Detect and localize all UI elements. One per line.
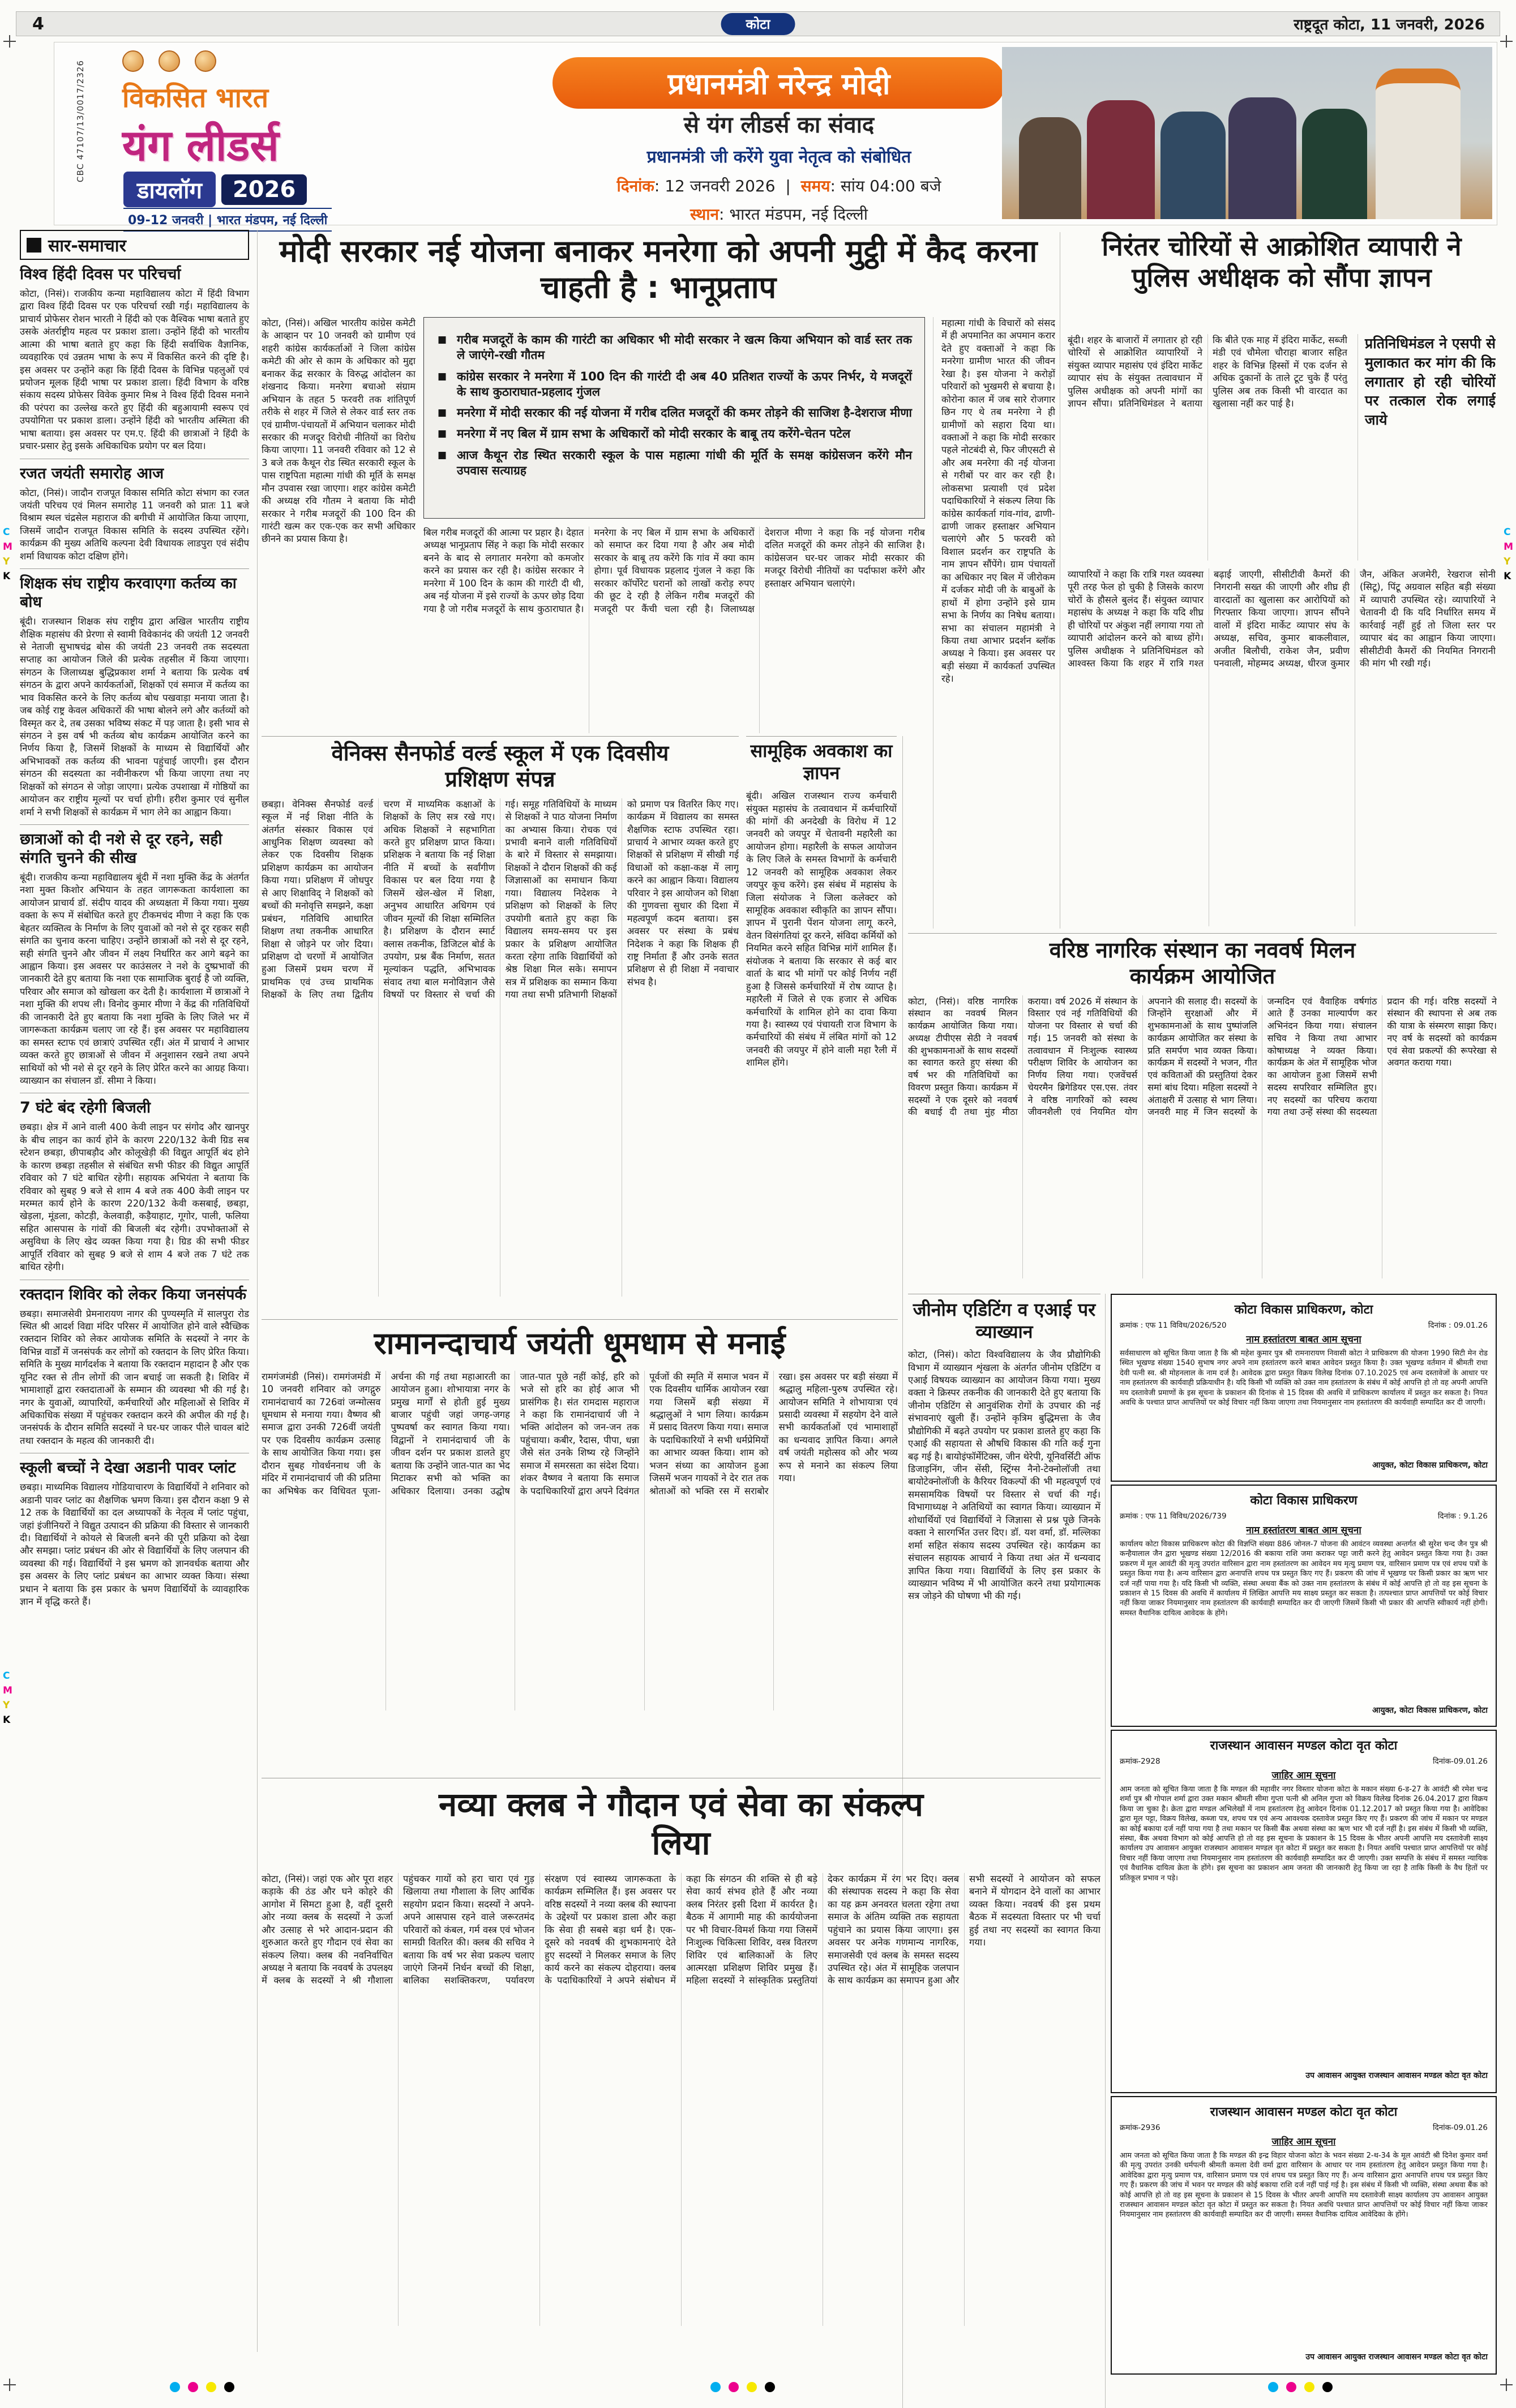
- article-body: कोटा, (निसं)। जहां एक ओर पूरा शहर कड़ाके की ठंड और घने कोहरे की आगोश में सिमटा हुआ है, वहीं दूसरी ओर नव्या क्लब के सदस्यों ने ऊर्जा और उत्साह से भरे आदान-प्रदान की शुरुआत करते हुए गौदान एवं सेवा का संकल्प लिया। क्लब की नवनिर्वाचित अध्यक्ष ने बताया कि नववर्ष के उपलक्ष्य में क्लब के सदस्यों ने श्री गौशाला पहुंचकर गायों को हरा चारा एवं गुड़ खिलाया तथा गौशाला के लिए आर्थिक सहयोग प्रदान किया। सदस्यों ने अपने-अपने आसपास रहने वाले जरूरतमंद परिवारों को कंबल, गर्म वस्त्र एवं भोजन सामग्री वितरित की। क्लब की सचिव ने बताया कि वर्ष भर सेवा प्रकल्प चलाए जाएंगे जिनमें निर्धन बच्चों की शिक्षा, बालिका सशक्तिकरण, पर्यावरण संरक्षण एवं स्वास्थ्य जागरूकता के कार्यक्रम सम्मिलित हैं। इस अवसर पर वरिष्ठ सदस्यों ने नव्या क्लब की स्थापना के उद्देश्यों पर प्रकाश डाला और कहा कि सेवा ही सबसे बड़ा धर्म है। एक-दूसरे को नववर्ष की शुभकामनाएं देते हुए सदस्यों ने मिलकर समाज के लिए कार्य करने का संकल्प दोहराया। क्लब के पदाधिकारियों ने अपने संबोधन में कहा कि संगठन की शक्ति से ही बड़े सेवा कार्य संभव होते हैं और नव्या क्लब निरंतर इसी दिशा में कार्यरत है। बैठक में आगामी माह की कार्ययोजना पर भी विचार-विमर्श किया गया जिसमें निःशुल्क चिकित्सा शिविर, वस्त्र वितरण शिविर एवं बालिकाओं के लिए आत्मरक्षा प्रशिक्षण शिविर प्रमुख हैं। महिला सदस्यों ने सांस्कृतिक प्रस्तुतियां देकर कार्यक्रम में रंग भर दिए। क्लब की संस्थापक सदस्य ने कहा कि सेवा का यह क्रम अनवरत चलता रहेगा तथा समाज के अंतिम व्यक्ति तक सहायता पहुंचाने का प्रयास किया जाएगा। इस अवसर पर अनेक गणमान्य नागरिक, समाजसेवी एवं क्लब के समस्त सदस्य उपस्थित रहे। अंत में सामूहिक जलपान के साथ कार्यक्रम का समापन हुआ और सभी सदस्यों ने आयोजन को सफल बनाने में योगदान देने वालों का आभार व्यक्त किया। नववर्ष की इस प्रथम बैठक में सदस्यता विस्तार पर भी चर्चा हुई तथा नए सदस्यों का स्वागत किया गया।: [262, 1873, 1100, 1986]
- article-body: कोटा, (निसं)। कोटा विश्वविद्यालय के जैव प्रौद्योगिकी विभाग में व्याख्यान शृंखला के अंतर्गत जीनोम एडिटिंग व एआई विषयक व्याख्यान का आयोजन किया गया। मुख्य वक्ता ने क्रिस्पर तकनीक की जानकारी देते हुए बताया कि जीनोम एडिटिंग से आनुवंशिक रोगों के उपचार की नई संभावनाएं खुली हैं। उन्होंने कृत्रिम बुद्धिमत्ता के जैव प्रौद्योगिकी में बढ़ते उपयोग पर प्रकाश डालते हुए कहा कि एआई की सहायता से औषधि विकास की गति कई गुना बढ़ गई है। बायोइंफॉर्मेटिक्स, जीन थेरेपी, यूनिवर्सिटी ऑफ डिजाइनिंग, जीन सेंसी, स्ट्रिंग्स नैनो-टेक्नोलॉजी तथा बायोटेक्नोलॉजी के कैरियर विकल्पों की भी महत्वपूर्ण एवं समसामयिक विषयों पर विस्तार से चर्चा की गई। विभागाध्यक्ष ने अतिथियों का स्वागत किया। व्याख्यान में शोधार्थियों एवं विद्यार्थियों ने जिज्ञासा से प्रश्न पूछे जिनके वक्ता ने सारगर्भित उत्तर दिए। डॉ. यश वर्मा, डॉ. मल्लिका शर्मा सहित संकाय सदस्य उपस्थित रहे। कार्यक्रम का संचालन सहायक आचार्य ने किया तथा अंत में धन्यवाद ज्ञापित किया गया। विद्यार्थियों के लिए इस प्रकार के व्याख्यान भविष्य में भी आयोजित करने तथा प्रयोगात्मक सत्र जोड़ने की घोषणा भी की गई।: [908, 1349, 1100, 1602]
- notice-subject: नाम हस्तांतरण बाबत आम सूचना: [1246, 1525, 1361, 1536]
- cmyk-y: Y: [3, 1700, 10, 1711]
- notice-subject: जाहिर आम सूचना: [1271, 2136, 1336, 2148]
- notice-date: दिनांक-09.01.26: [1432, 2123, 1488, 2132]
- cmyk-c: C: [3, 1670, 10, 1682]
- article-body-right: महात्मा गांधी के विचारों को संसद में ही अपमानित का अपमान करार देते हुए वक्ताओं ने कहा कि मनरेगा ग्रामीण भारत की जीवन रेखा है। इस योजना ने करोड़ों परिवारों को भुखमरी से बचाया है। कोरोना काल में जब सारे रोजगार छिन गए थे तब मनरेगा ने ही ग्रामीणों को सहारा दिया था। वक्ताओं ने कहा कि मोदी सरकार पहले नोटबंदी से, फिर जीएसटी से और अब मनरेगा की नई योजना से गरीबों पर वार कर रही है। लोकसभा प्रत्याशी एवं प्रदेश पदाधिकारियों ने संकल्प लिया कि कांग्रेस कार्यकर्ता गांव-गांव, ढाणी-ढाणी जाकर हस्ताक्षर अभियान चलाएंगे और 5 फरवरी को विशाल प्रदर्शन कर राष्ट्रपति के नाम ज्ञापन सौंपेंगे। ग्राम पंचायतों का अधिकार नए बिल में जीरोकम में दर्जकर मोदी जी के बाबुओं के हाथों में होगा उन्होंने इसे ग्राम सभा के निर्णय का निषेध बताया। सभा का संचालन महामंत्री ने किया तथा आभार प्रदर्शन ब्लॉक अध्यक्ष ने किया। इस अवसर पर बड़ी संख्या में कार्यकर्ता उपस्थित रहे।: [933, 317, 1055, 929]
- photo-person: [1019, 117, 1081, 219]
- notice-body: सर्वसाधारण को सूचित किया जाता है कि श्री महेश कुमार पुत्र श्री रामनारायण निवासी कोटा ने प्राधिकरण की योजना 1990 सिटी मेन रोड स्थित भूखण्ड संख्या 1540 सुभाष नगर अपने नाम हस्तांतरण करने बाबत आवेदन प्रस्तुत किया है। उक्त भूखण्ड वर्तमान में श्रीमती राधा देवी पत्नी स्व. श्री मोहनलाल के नाम दर्ज है। आवेदक द्वारा प्रस्तुत विक्रय विलेख दिनांक 07.10.2025 एवं अन्य दस्तावेजों के आधार पर नाम हस्तांतरण की कार्यवाही प्रक्रियाधीन है। यदि किसी भी व्यक्ति को उक्त नाम हस्तांतरण के संबंध में कोई आपत्ति हो तो वह अपनी आपत्ति मय दस्तावेजी प्रमाणों के इस सूचना के प्रकाशन की दिनांक से 15 दिवस की अवधि में प्राधिकरण कार्यालय में प्रस्तुत कर सकता है। नियत अवधि के पश्चात प्राप्त आपत्तियों पर कोई विचार नहीं किया जाएगा तथा नियमानुसार नाम हस्तांतरण की कार्यवाही सम्पादित कर दी जाएगी।: [1120, 1349, 1488, 1408]
- highlight-item: ■ मनरेगा में नए बिल में ग्राम सभा के अधिकारों को मोदी सरकार के बाबू तय करेंगे-चेतन पटेल: [436, 426, 912, 442]
- brief-body: छबड़ा। क्षेत्र में आने वाली 400 केवी लाइन पर संगोद और खानपुर के बीच लाइन का कार्य होने के कारण 220/132 केवी ग्रिड सब स्टेशन छबड़ा, छीपाबड़ौद और कोलूखेड़ी की विद्युत आपूर्ति बंद होने के कारण छबड़ा तहसील से संबंधित सभी फीडर की विद्युत आपूर्ति रविवार को 7 घंटे बाधित रहेगी। सहायक अभियंता ने बताया कि रविवार को सुबह 9 बजे से शाम 4 बजे तक 400 केवी लाइन पर मरम्मत कार्य होने के कारण 220/132 केवी कसबाई, छबड़ा, खेड़ला, मूंडला, कोटड़ी, केलवाड़ी, कड़ैयाहाट, गूगोर, पाली, फलिया सहित आसपास के गांवों की बिजली बंद रहेगी। उपभोक्ताओं से असुविधा के लिए खेद व्यक्त किया गया है। ग्रिड की सभी फीडर आपूर्ति रविवार को सुबह 9 बजे से शाम 4 बजे तक 7 घंटे तक बाधित रहेगी।: [20, 1122, 249, 1273]
- ad-dialog-row: [123, 172, 307, 207]
- cmyk-marks-left-2: [3, 1670, 12, 1726]
- notice-signature: उप आवासन आयुक्त राजस्थान आवासन मण्डल कोटा वृत कोटा: [1305, 2071, 1488, 2080]
- ad-date-label: दिनांक: [616, 177, 654, 195]
- section-header: [20, 230, 249, 260]
- article-headline: मोदी सरकार नई योजना बनाकर मनरेगा को अपनी मुट्ठी में कैद करना चाहती है : भानूप्रताप: [279, 233, 1038, 305]
- notice-serial: क्रमांक-2936: [1120, 2123, 1160, 2132]
- ad-venue-value: : भारत मंडपम, नई दिल्ली: [719, 205, 868, 224]
- registration-dots: [1268, 2382, 1333, 2392]
- brief-body: छबड़ा। माध्यमिक विद्यालय गोडियाचारण के विद्यार्थियों ने शनिवार को अडानी पावर प्लांट का शैक्षणिक भ्रमण किया। इस दौरान कक्षा 9 से 12 तक के विद्यार्थियों का दल अध्यापकों के नेतृत्व में प्लांट पहुंचा, जहां इंजीनियरों ने विद्युत उत्पादन की प्रक्रिया की विस्तार से जानकारी दी। विद्यार्थियों ने कोयले से बिजली बनने की पूरी प्रक्रिया को देखा और समझा। प्लांट प्रबंधन की ओर से विद्यार्थियों के लिए जलपान की व्यवस्था की गई। विद्यार्थियों ने इस भ्रमण को ज्ञानवर्धक बताया और इस अवसर के लिए प्लांट प्रबंधन का आभार व्यक्त किया। संस्था प्रधान ने बताया कि इस प्रकार के भ्रमण विद्यार्थियों के व्यावहारिक ज्ञान में वृद्धि करते हैं।: [20, 1482, 249, 1607]
- photo-person: [1087, 100, 1155, 219]
- registration-dots: [170, 2382, 234, 2392]
- column-rule: [1105, 1294, 1106, 2408]
- article-body: बूंदी। अखिल राजस्थान राज्य कर्मचारी संयुक्त महासंघ के तत्वावधान में कर्मचारियों की मांगों की अनदेखी के विरोध में 12 जनवरी को जयपुर में चेतावनी महारैली का आयोजन होगा। महारैली के सफल आयोजन के लिए जिले के समस्त विभागों के कर्मचारी 12 जनवरी को सामूहिक अवकाश लेकर जयपुर कूच करेंगे। इस संबंध में महासंघ के जिला संयोजक ने जिला कलेक्टर को सामूहिक अवकाश स्वीकृति का ज्ञापन सौंपा। ज्ञापन में पुरानी पेंशन योजना लागू करने, वेतन विसंगतियां दूर करने, संविदा कर्मियों को नियमित करने सहित विभिन्न मांगें शामिल हैं। संयोजक ने बताया कि सरकार से कई बार वार्ता के बाद भी मांगों पर कोई निर्णय नहीं हुआ है जिससे कर्मचारियों में रोष व्याप्त है। महारैली में जिले से एक हजार से अधिक कर्मचारियों के शामिल होने का दावा किया गया है। स्वास्थ्य एवं पंचायती राज विभाग के कर्मचारियों की संबंध में लंबित मांगों को 12 जनवरी की जयपुर में होने वाली महा रैली में शामिल होंगे।: [746, 790, 897, 1068]
- article-headline: जीनोम एडिटिंग व एआई पर व्याख्यान: [913, 1299, 1096, 1343]
- brief-title: 7 घंटे बंद रहेगी बिजली: [20, 1099, 151, 1117]
- emblem-icon: [195, 50, 216, 72]
- article-headline: वरिष्ठ नागरिक संस्थान का नववर्ष मिलन कार्यक्रम आयोजित: [1049, 938, 1356, 989]
- article-headline: निरंतर चोरियों से आक्रोशित व्यापारी ने पुलिस अधीक्षक को सौंपा ज्ञापन: [1102, 231, 1462, 293]
- highlight-item: ■ मनरेगा में मोदी सरकार की नई योजना में गरीब दलित मजदूरों की कमर तोड़ने की साजिश है-देशराज मीणा: [436, 405, 912, 421]
- article-headline: वेनिक्स सैनफोर्ड वर्ल्ड स्कूल में एक दिवसीय प्रशिक्षण संपन्न: [331, 741, 669, 792]
- brief-body: बूंदी। राजस्थान शिक्षक संघ राष्ट्रीय द्वारा अखिल भारतीय राष्ट्रीय शैक्षिक महासंघ की प्रेरणा से स्वामी विवेकानंद की जयंती 12 जनवरी से नेताजी सुभाषचंद्र बोस की जयंती 23 जनवरी तक सदस्यता सप्ताह का आयोजन जिले की प्रत्येक तहसील में किया जाएगा। संगठन के जिलाध्यक्ष बुद्धिप्रकाश शर्मा ने बताया कि प्रत्येक वर्ष संगठन के द्वारा अपने कार्यकर्ताओं, शिक्षकों एवं समाज में कर्तव्य का भाव विकसित करने के लिए कर्तव्य बोध पखवाड़ा मनाया जाता है। जब कोई राष्ट्र केवल अधिकारों की भाषा बोलने लगे और कर्तव्यों को विस्मृत कर दे, तब उसका भविष्य संकट में पड़ जाता है। इसी भाव से संगठन ने इस वर्ष भी कर्तव्य बोध कार्यक्रम आयोजित करने का निर्णय किया है, जिसमें शिक्षकों के माध्यम से विद्यार्थियों और अभिभावकों तक कर्तव्य की भावना पहुंचाई जाएगी। इस दौरान संगठन की सदस्यता का नवीनीकरण भी किया जाएगा तथा नए शिक्षकों को संगठन से जोड़ा जाएगा। प्रत्येक उपशाखा में गोष्ठियों का आयोजन कर राष्ट्रीय मूल्यों पर चर्चा होगी। हरीश कुमार एवं सुनील शर्मा ने सभी शिक्षकों से कार्यक्रम में भाग लेने का आह्वान किया।: [20, 616, 249, 818]
- registration-cross: [1500, 35, 1513, 48]
- emblem-icon: [122, 50, 144, 72]
- cmyk-k: K: [3, 571, 11, 582]
- notice-org: राजस्थान आवासन मण्डल कोटा वृत कोटा: [1210, 2105, 1398, 2119]
- brief-body: कोटा, (निसं)। जादौन राजपूत विकास समिति कोटा संभाग का रजत जयंती परिचय एवं मिलन समारोह 11 जनवरी को प्रातः 11 बजे विश्राम स्थल चंद्रसेल महाराज की बगीची में आयोजित किया जाएगा, जिसमें जादौन राजपूत विकास समिति के सदस्य उपस्थित रहेंगे। कार्यक्रम की मुख्य अतिथि कल्पना देवी विधायक लाडपुरा एवं संदीप शर्मा विधायक कोटा दक्षिण होंगे।: [20, 487, 249, 562]
- ad-brand-main: यंग लीडर्स: [122, 120, 279, 170]
- brief-title: स्कूली बच्चों ने देखा अडानी पावर प्लांट: [20, 1459, 236, 1477]
- ad-year-label: 2026: [221, 174, 307, 205]
- article-body: बिल गरीब मजदूरों की आत्मा पर प्रहार है। देहात अध्यक्ष भानूप्रताप सिंह ने कहा कि मोदी सरकार बनने के बाद से लगातार मनरेगा को कमजोर करने का प्रयास कर रही है। कांग्रेस सरकार ने मनरेगा में 100 दिन के काम की गारंटी दी थी, अब नई योजना में इसे राज्यों के ऊपर छोड़ दिया गया है जो गरीब मजदूरों के साथ कुठाराघात है। मनरेगा के नए बिल में ग्राम सभा के अधिकारों को समाप्त कर दिया गया है और अब मोदी सरकार के बाबू तय करेंगे कि गांव में क्या काम होगा। पूर्व विधायक प्रहलाद गुंजल ने कहा कि सरकार कॉर्पोरेट घरानों को लाखों करोड़ रुपए की छूट दे रही है लेकिन गरीब मजदूरों की मजदूरी पर कैंची चला रही है। जिलाध्यक्ष देशराज मीणा ने कहा कि नई योजना गरीब दलित मजदूरों की कमर तोड़ने की साजिश है। कांग्रेसजन घर-घर जाकर मोदी सरकार की मजदूर विरोधी नीतियों का पर्दाफाश करेंगे और हस्ताक्षर अभियान चलाएंगे।: [423, 527, 925, 614]
- emblem-icon: [159, 50, 180, 72]
- ad-logos: [122, 50, 216, 72]
- ad-dialog-label: डायलॉग: [123, 172, 216, 207]
- notice-subject: नाम हस्तांतरण बाबत आम सूचना: [1246, 1334, 1361, 1345]
- notice-body: आम जनता को सूचित किया जाता है कि मण्डल की इन्द्र विहार योजना कोटा के भवन संख्या 2-थ-34 के मूल आवंटी श्री दिनेश कुमार वर्मा की मृत्यु उपरांत उनकी धर्मपत्नी श्रीमती कमला देवी वर्मा द्वारा वारिसान के आधार पर नाम हस्तांतरण हेतु आवेदन प्रस्तुत किया गया है। आवेदिका द्वारा मृत्यु प्रमाण पत्र, वारिसान प्रमाण पत्र एवं शपथ पत्र प्रस्तुत किए गए हैं। अन्य वारिसान द्वारा अनापत्ति शपथ पत्र प्रस्तुत किए गए हैं। प्रकरण की जांच में भवन पर मण्डल की कोई बकाया राशि दर्ज नहीं पाई गई है। इस संबंध में किसी भी व्यक्ति, संस्था अथवा बैंक को कोई आपत्ति हो तो वह इस सूचना के प्रकाशन से 15 दिवस के भीतर अपनी आपत्ति मय दस्तावेजी साक्ष्य कार्यालय उप आवासन आयुक्त राजस्थान आवासन मण्डल कोटा वृत कोटा में प्रस्तुत कर सकता है। नियत अवधि पश्चात प्राप्त आपत्तियों पर कोई विचार नहीं किया जाकर नियमानुसार नाम हस्तांतरण की कार्यवाही सम्पादित कर दी जाएगी। समस्त वैधानिक दायित्व आवेदिका के होंगे।: [1120, 2152, 1488, 2219]
- ad-time-value: : सांय 04:00 बजे: [830, 177, 941, 195]
- notice-date: दिनांक-09.01.26: [1432, 1757, 1488, 1766]
- ad-pm-title: प्रधानमंत्री नरेन्द्र मोदी: [553, 57, 1005, 109]
- brief-title: छात्राओं को दी नशे से दूर रहने, सही संगति चुनने की सीख: [20, 831, 222, 867]
- cmyk-marks-right: [1504, 527, 1513, 582]
- brief-title: रक्तदान शिविर को लेकर किया जनसंपर्क: [20, 1285, 247, 1303]
- brief-title: विश्व हिंदी दिवस पर परिचर्चा: [20, 266, 181, 283]
- cbc-code: CBC 47107/13/0017/2326: [75, 59, 86, 183]
- section-header-label: सार-समाचार: [48, 236, 126, 256]
- navya-article: [262, 1778, 1100, 2351]
- article-body: बूंदी। शहर के बाजारों में लगातार हो रही चोरियों से आक्रोशित व्यापारियों ने संयुक्त व्यापार महासंघ एवं इंदिरा मार्केट व्यापार संघ के संयुक्त तत्वावधान में पुलिस अधीक्षक को अपनी मांगों का ज्ञापन सौंपा। प्रतिनिधिमंडल ने बताया कि बीते एक माह में इंदिरा मार्केट, सब्जी मंडी एवं चौमेला चौराहा बाजार सहित शहर के विभिन्न हिस्सों में एक दर्जन से अधिक दुकानों के ताले टूट चुके हैं परंतु पुलिस अब तक किसी भी वारदात का खुलासा नहीं कर पाई है।: [1068, 335, 1347, 409]
- article-body: रामगंजमंडी (निसं)। रामगंजमंडी में 10 जनवरी शनिवार को जगद्गुरु रामानंदाचार्य का 726वां जन्मोत्सव धूमधाम से मनाया गया। वैष्णव श्री समाज द्वारा उनकी 726वीं जयंती पर एक दिवसीय कार्यक्रम उत्साह के साथ आयोजित किया गया। इस दौरान सुबह गोवर्धननाथ जी के मंदिर में रामानंदाचार्य जी की प्रतिमा का अभिषेक कर विधिवत पूजा-अर्चना की गई तथा महाआरती का आयोजन हुआ। शोभायात्रा नगर के प्रमुख मार्गों से होती हुई मुख्य बाजार पहुंची जहां जगह-जगह पुष्पवर्षा कर स्वागत किया गया। विद्वानों ने रामानंदाचार्य जी के जीवन दर्शन पर प्रकाश डालते हुए बताया कि उन्होंने जात-पात का भेद मिटाकर सभी को भक्ति का अधिकार दिलाया। उनका उद्घोष जात-पात पूछे नहीं कोई, हरि को भजे सो हरि का होई आज भी प्रासंगिक है। संत रामदास महाराज ने कहा कि रामानंदाचार्य जी ने भक्ति आंदोलन को जन-जन तक पहुंचाया। कबीर, रैदास, पीपा, धन्ना जैसे संत उनके शिष्य रहे जिन्होंने समाज में समरसता का संदेश दिया। शंकर वैष्णव ने बताया कि समाज के पदाधिकारियों द्वारा अपने दिवंगत पूर्वजों की स्मृति में समाज भवन में एक दिवसीय धार्मिक आयोजन रखा गया जिसमें बड़ी संख्या में श्रद्धालुओं ने भाग लिया। कार्यक्रम में प्रसाद वितरण किया गया। समाज के पदाधिकारियों ने सभी धर्मप्रेमियों का आभार व्यक्त किया। शाम को भजन संध्या का आयोजन हुआ जिसमें भजन गायकों ने देर रात तक श्रोताओं को भक्ति रस में सराबोर रखा। इस अवसर पर बड़ी संख्या में श्रद्धालु महिला-पुरुष उपस्थित रहे। आयोजन समिति ने शोभायात्रा एवं प्रसादी व्यवस्था में सहयोग देने वाले सभी कार्यकर्ताओं एवं भामाशाहों का धन्यवाद ज्ञापित किया। अगले वर्ष जयंती महोत्सव को और भव्य रूप से मनाने का संकल्प लिया गया।: [262, 1371, 898, 1496]
- notice-org: कोटा विकास प्राधिकरण: [1250, 1494, 1357, 1508]
- cmyk-y: Y: [1504, 556, 1511, 567]
- ad-pm-line: प्रधानमंत्री जी करेंगे युवा नेतृत्व को संबोधित: [646, 147, 911, 167]
- brief-body: बूंदी। राजकीय कन्या महाविद्यालय बूंदी में नशा मुक्ति केंद्र के अंतर्गत नशा मुक्त किशोर अभियान के तहत जागरूकता कार्यशाला का आयोजन प्राचार्य डॉ. संदीप यादव की अध्यक्षता में किया गया। मुख्य वक्ता के रूप में संबोधित करते हुए टीकमचंद मीणा ने कहा कि एक बेहतर व्यक्तित्व के निर्माण के लिए युवाओं को नशे से दूर रहकर सही संगति का चुनाव करना चाहिए। उन्होंने छात्राओं को नशे से दूर रहने, सही संगति चुनने और जीवन में लक्ष्य निर्धारित कर आगे बढ़ने का आह्वान किया। इस अवसर पर काउंसलर ने नशे के दुष्प्रभावों की जानकारी देते हुए बताया कि नशा एक सामाजिक बुराई है जो व्यक्ति, परिवार और समाज को खोखला कर देती है। कार्यशाला में छात्राओं ने नशा मुक्ति की शपथ ली। विनोद कुमार मीणा ने केंद्र की गतिविधियों की जानकारी देते हुए बताया कि नशा मुक्ति के लिए जिले भर में जागरूकता कार्यक्रम चलाए जा रहे हैं। इस अवसर पर महाविद्यालय का समस्त स्टाफ एवं छात्राएं उपस्थित रहीं। अंत में प्राचार्य ने आभार व्यक्त करते हुए छात्राओं से जीवन में अनुशासन रखने तथा अपने साथियों को भी नशे से दूर रहने के लिए प्रेरित करने का आग्रह किया। व्याख्यान का संचालन डॉ. सीमा ने किया।: [20, 871, 249, 1086]
- varisth-article: [908, 933, 1497, 1290]
- ad-banner: [54, 42, 1497, 228]
- page-number: 4: [32, 14, 44, 34]
- masthead-bar: [16, 11, 1500, 36]
- cmyk-k: K: [1504, 571, 1511, 582]
- article-headline: सामूहिक अवकाश का ज्ञापन: [750, 740, 893, 784]
- notice-body: आम जनता को सूचित किया जाता है कि मण्डल की महावीर नगर विस्तार योजना कोटा के मकान संख्या 6-ड-27 के आवंटी श्री रमेश चन्द्र शर्मा पुत्र श्री गोपाल शर्मा द्वारा उक्त मकान श्रीमती सीमा गुप्ता पत्नी श्री अनिल गुप्ता को विक्रय विलेख दिनांक 26.04.2017 द्वारा विक्रय किया जा चुका है। क्रेता द्वारा मण्डल अभिलेखों में नाम हस्तांतरण हेतु आवेदन दिनांक 01.12.2017 को प्रस्तुत किया गया है। आवेदिका द्वारा मूल पट्टा, विक्रय विलेख, कब्जा पत्र, शपथ पत्र एवं अन्य आवश्यक दस्तावेज प्रस्तुत किए गए हैं। प्रकरण की जांच में मकान पर मण्डल का कोई बकाया दर्ज नहीं पाया गया है तथा मकान पर किसी बैंक अथवा संस्था का ऋण भार भी दर्ज नहीं है। इस संबंध में किसी भी व्यक्ति, संस्था, बैंक अथवा विभाग को कोई आपत्ति हो तो वह इस सूचना के प्रकाशन के 15 दिवस के भीतर अपनी आपत्ति मय दस्तावेजी साक्ष्य कार्यालय उप आवासन आयुक्त राजस्थान आवासन मण्डल वृत कोटा में प्रस्तुत कर सकता है। नियत अवधि पश्चात प्राप्त आपत्तियों पर कोई विचार नहीं किया जाएगा तथा नियमानुसार नाम हस्तांतरण की कार्यवाही सम्पादित कर दी जाएगी। उक्त सम्पत्ति के संबंध में समस्त न्यायिक एवं वैधानिक दायित्व क्रेता के होंगे। इस सूचना का प्रकाशन आम जनता की जानकारी हेतु किया जा रहा है ताकि किसी के वैध हितों पर प्रतिकूल प्रभाव न पड़े।: [1120, 1785, 1488, 1883]
- cmyk-k: K: [3, 1714, 11, 1726]
- photo-person: [1302, 109, 1367, 219]
- public-notice: [1111, 1485, 1497, 1727]
- notice-subject: जाहिर आम सूचना: [1271, 1770, 1336, 1781]
- notice-signature: आयुक्त, कोटा विकास प्राधिकरण, कोटा: [1372, 1461, 1488, 1470]
- ad-photo: [1002, 47, 1492, 219]
- ad-date-value: : 12 जनवरी 2026: [654, 177, 776, 195]
- photo-person: [1160, 112, 1226, 219]
- photo-person: [1228, 97, 1296, 219]
- highlight-item: ■ कांग्रेस सरकार ने मनरेगा में 100 दिन की गारंटी दी अब 40 प्रतिशत राज्यों के ऊपर निर्भर, ये मजदूरों के साथ कुठाराघात-प्रहलाद गुंजल: [436, 369, 912, 400]
- highlight-item: ■ गरीब मजदूरों के काम की गारंटी का अधिकार भी मोदी सरकार ने खत्म किया अभियान को वार्ड स्तर तक ले जाएंगे-रखी गौतम: [436, 332, 912, 363]
- notice-org: कोटा विकास प्राधिकरण, कोटा: [1234, 1303, 1373, 1317]
- article-headline: नव्या क्लब ने गौदान एवं सेवा का संकल्प लिया: [439, 1785, 923, 1863]
- veniks-article: [262, 736, 739, 1315]
- brief-title: शिक्षक संघ राष्ट्रीय करवाएगा कर्तव्य का बोध: [20, 575, 237, 611]
- notice-body: कार्यालय कोटा विकास प्राधिकरण कोटा की विज्ञप्ति संख्या 886 जोनल-7 योजना की आवंटन व्यवस्था अन्तर्गत श्री सुरेश चन्द जैन पुत्र श्री कन्हैयालाल जैन द्वारा भूखण्ड संख्या 12/2016 की बकाया राशि जमा कराकर पट्टा जारी करने हेतु आवेदन प्रस्तुत किया गया है। उक्त प्रकरण में मूल आवंटी की मृत्यु उपरांत वारिसान द्वारा नाम हस्तांतरण का आवेदन मय मृत्यु प्रमाण पत्र, वारिसान प्रमाण पत्र एवं शपथ पत्रों के प्रस्तुत किया गया है। अन्य वारिसान द्वारा अनापत्ति शपथ पत्र प्रस्तुत किए गए हैं। प्रकरण की जांच में भूखण्ड पर किसी प्रकार का ऋण भार दर्ज नहीं पाया गया है। यदि किसी भी व्यक्ति, संस्था अथवा बैंक को उक्त नाम हस्तांतरण के संबंध में कोई आपत्ति हो तो वह इस सूचना के प्रकाशन से 15 दिवस की अवधि में कार्यालय में लिखित आपत्ति मय साक्ष्य प्रस्तुत कर सकता है। तत्पश्चात प्राप्त आपत्तियों पर कोई विचार नहीं किया जाकर नियमानुसार नाम हस्तांतरण की कार्यवाही सम्पादित कर दी जाएगी जिसमें किसी भी प्रकार की आपत्ति स्वीकार्य नहीं होगी। समस्त वैधानिक दायित्व आवेदक के होंगे।: [1120, 1540, 1488, 1618]
- photo-person-pm: [1376, 69, 1461, 219]
- article-body: व्यापारियों ने कहा कि रात्रि गश्त व्यवस्था पूरी तरह फेल हो चुकी है जिसके कारण चोरों के हौसले बुलंद हैं। संयुक्त व्यापार महासंघ के अध्यक्ष ने कहा कि यदि शीघ्र ही चोरियों पर अंकुश नहीं लगाया गया तो व्यापारी आंदोलन करने को बाध्य होंगे। पुलिस अधीक्षक ने प्रतिनिधिमंडल को आश्वस्त किया कि शहर में रात्रि गश्त बढ़ाई जाएगी, सीसीटीवी कैमरों की निगरानी सख्त की जाएगी और शीघ्र ही वारदातों का खुलासा कर आरोपियों को गिरफ्तार किया जाएगा। ज्ञापन सौंपने वालों में इंदिरा मार्केट व्यापार संघ के अध्यक्ष, सचिव, कुमार बाकलीवाल, अजीत बिलौची, राकेश जैन, प्रवीण पनवाली, मोहम्मद अध्यक्ष, धीरज कुमार जैन, अंकित अजमेरी, रेखराज सोनी (सिटू), पिंटू अग्रवाल सहित बड़ी संख्या में व्यापारी उपस्थित रहे। व्यापारियों ने चेतावनी दी कि यदि निर्धारित समय में कार्रवाई नहीं हुई तो जिला स्तर पर व्यापार बंद का आह्वान किया जाएगा। सीसीटीवी कैमरों की नियमित निगरानी की मांग भी रखी गई।: [1068, 569, 1496, 669]
- cmyk-marks-left-1: [3, 527, 12, 582]
- notice-date: दिनांक : 09.01.26: [1428, 1321, 1488, 1330]
- theft-article: [1068, 231, 1496, 929]
- article-inset-quote: प्रतिनिधिमंडल ने एसपी से मुलाकात कर मांग की कि लगातार हो रही चोरियों पर तत्काल रोक लगाई जाये: [1357, 334, 1496, 561]
- notice-date: दिनांक : 9.1.26: [1437, 1512, 1488, 1521]
- registration-cross: [1500, 2379, 1513, 2391]
- brief-title: रजत जयंती समारोह आज: [20, 464, 164, 482]
- brief-news-column: [20, 230, 258, 2352]
- brief-body: कोटा, (निसं)। राजकीय कन्या महाविद्यालय कोटा में हिंदी विभाग द्वारा विश्व हिंदी दिवस पर एक परिचर्चा रखी गई। महाविद्यालय के प्राचार्य प्रोफेसर रोशन भारती ने हिंदी को एक वैश्विक भाषा बताते हुए उसके अंतर्राष्ट्रीय महत्व पर प्रकाश डाला। उन्होंने हिंदी को भारतीय आत्मा की भाषा बताते हुए कहा कि हिंदी सर्वाधिक वैज्ञानिक, व्यवहारिक एवं उन्नतम भाषा के रूप में विकसित करने की दृष्टि है। इस अवसर पर उन्होंने कहा कि हिंदी दिवस के विभिन्न पहलुओं एवं प्रयोजन मूलक हिंदी भाषा पर प्रकाश डाला। हिंदी विभाग के वरिष्ठ संकाय सदस्य प्रोफेसर विवेक कुमार मिश्र ने विश्व हिंदी दिवस मनाने की परंपरा का उल्लेख करते हुए हिंदी की बहुआयामी स्वरूप एवं उपयोगिता पर प्रकाश डाला। उन्होंने हिंदी को भारतीय अस्मिता की भाषा बताया। इस अवसर पर एम.ए. हिंदी की छात्राओं ने हिंदी के प्रचार-प्रसार हेतु इसके अधिकाधिक प्रयोग पर बल दिया।: [20, 288, 249, 452]
- article-body: छबड़ा। वेनिक्स सैनफोर्ड वर्ल्ड स्कूल में नई शिक्षा नीति के अंतर्गत संस्कार विकास एवं आधुनिक शिक्षण व्यवस्था को लेकर एक दिवसीय शिक्षक प्रशिक्षण कार्यक्रम का आयोजन किया गया। प्रशिक्षण में जोधपुर से आए शिक्षाविद् ने शिक्षकों को बच्चों की मनोवृत्ति समझने, कक्षा प्रबंधन, गतिविधि आधारित शिक्षण तथा तकनीक आधारित शिक्षा से जोड़ने पर जोर दिया। प्रशिक्षण दो चरणों में आयोजित हुआ जिसमें प्रथम चरण में प्राथमिक एवं उच्च प्राथमिक शिक्षकों के लिए तथा द्वितीय चरण में माध्यमिक कक्षाओं के शिक्षकों के लिए सत्र रखे गए। अधिक शिक्षकों ने सहभागिता करते हुए प्रशिक्षण प्राप्त किया। प्रशिक्षक ने बताया कि नई शिक्षा नीति में बच्चों के सर्वांगीण विकास पर बल दिया गया है जिसमें खेल-खेल में शिक्षा, अनुभव आधारित अधिगम एवं जीवन मूल्यों की शिक्षा सम्मिलित है। प्रशिक्षण के दौरान स्मार्ट क्लास तकनीक, डिजिटल बोर्ड के उपयोग, प्रश्न बैंक निर्माण, सतत मूल्यांकन पद्धति, अभिभावक संवाद तथा बाल मनोविज्ञान जैसे विषयों पर विस्तार से चर्चा की गई। समूह गतिविधियों के माध्यम से शिक्षकों ने पाठ योजना निर्माण का अभ्यास किया। रोचक एवं प्रभावी बनाने वाली गतिविधियों के बारे में विस्तार से समझाया। शिक्षकों ने दौरान शिक्षकों की कई जिज्ञासाओं का समाधान किया गया। विद्यालय निदेशक ने प्रशिक्षण को शिक्षकों के लिए उपयोगी बताते हुए कहा कि विद्यालय समय-समय पर इस प्रकार के प्रशिक्षण आयोजित करता रहेगा ताकि विद्यार्थियों को श्रेष्ठ शिक्षा मिल सके। समापन सत्र में प्रशिक्षक का सम्मान किया गया तथा सभी प्रतिभागी शिक्षकों को प्रमाण पत्र वितरित किए गए। कार्यक्रम में विद्यालय का समस्त शैक्षणिक स्टाफ उपस्थित रहा। प्राचार्य ने आभार व्यक्त करते हुए शिक्षकों से प्रशिक्षण में सीखी गई विधाओं को कक्षा-कक्ष में लागू करने का आह्वान किया। विद्यालय परिवार ने इस आयोजन को शिक्षा की गुणवत्ता सुधार की दिशा में महत्वपूर्ण कदम बताया। इस अवसर पर संस्था के प्रबंध निदेशक ने कहा कि शिक्षक ही राष्ट्र निर्माता हैं और उनके सतत प्रशिक्षण से ही शिक्षा में नवाचार संभव है।: [262, 798, 739, 1000]
- divider: [20, 824, 249, 825]
- notice-signature: आयुक्त, कोटा विकास प्राधिकरण, कोटा: [1372, 1706, 1488, 1715]
- article-headline: रामानन्दाचार्य जयंती धूमधाम से मनाई: [374, 1325, 786, 1361]
- public-notice: [1111, 1294, 1497, 1482]
- highlight-item: ■ आज कैथून रोड स्थित सरकारी स्कूल के पास महात्मा गांधी की मूर्ति के समक्ष कांग्रेसजन करेंगे मौन उपवास सत्याग्रह: [436, 448, 912, 479]
- ad-time-label: समय: [800, 177, 830, 195]
- highlight-box: [423, 317, 925, 519]
- divider: [20, 568, 249, 569]
- registration-cross: [3, 2379, 16, 2391]
- cmyk-m: M: [3, 541, 12, 553]
- registration-cross: [3, 35, 16, 48]
- notice-serial: क्रमांक : एफ 11 विविध/2026/739: [1120, 1512, 1227, 1521]
- notice-serial: क्रमांक-2928: [1120, 1757, 1160, 1766]
- article-body: कोटा, (निसं)। वरिष्ठ नागरिक संस्थान का नववर्ष मिलन कार्यक्रम आयोजित किया गया। अध्यक्ष टीपीएस सेठी ने नववर्ष की शुभकामनाओं के साथ सदस्यों का स्वागत करते हुए संस्था की वर्ष भर की गतिविधियों का विवरण प्रस्तुत किया। कार्यक्रम में सदस्यों ने एक दूसरे को नववर्ष की बधाई दी तथा मुंह मीठा कराया। वर्ष 2026 में संस्थान के विस्तार एवं नई गतिविधियों की योजना पर विस्तार से चर्चा की गई। 15 जनवरी को संस्था के तत्वावधान में निःशुल्क स्वास्थ्य परीक्षण शिविर के आयोजन का निर्णय लिया गया। एजवेंचर्स चेयरमैन ब्रिगेडियर एस.एस. तंवर ने वरिष्ठ नागरिकों को स्वस्थ जीवनशैली एवं नियमित योग अपनाने की सलाह दी। सदस्यों के जिन्होंने सुरक्षाओं और में शुभकामनाओं के साथ पुष्पांजलि कार्यक्रम आयोजित कर संस्था के प्रति समर्पण भाव व्यक्त किया। कार्यक्रम में सदस्यों ने भजन, गीत एवं कविताओं की प्रस्तुतियां देकर समां बांध दिया। महिला सदस्यों ने अंताक्षरी में उत्साह से भाग लिया। जनवरी माह में जिन सदस्यों के जन्मदिन एवं वैवाहिक वर्षगांठ आते हैं उनका माल्यार्पण कर अभिनंदन किया गया। संचालन सचिव ने किया तथा आभार कोषाध्यक्ष ने व्यक्त किया। कार्यक्रम के अंत में सामूहिक भोज का आयोजन हुआ जिसमें सभी सदस्य सपरिवार सम्मिलित हुए। नए सदस्यों का परिचय कराया गया तथा उन्हें संस्था की सदस्यता प्रदान की गई। वरिष्ठ सदस्यों ने संस्थान की स्थापना से अब तक की यात्रा के संस्मरण साझा किए। नए वर्ष के सदस्यों को कार्यक्रम एवं सेवा प्रकल्पों की रूपरेखा से अवगत कराया गया।: [908, 995, 1497, 1118]
- cmyk-c: C: [3, 527, 10, 538]
- notice-serial: क्रमांक : एफ 11 विविध/2026/520: [1120, 1321, 1227, 1330]
- ad-schedule: 09-12 जनवरी | भारत मंडपम, नई दिल्ली: [123, 208, 332, 232]
- cmyk-m: M: [1504, 541, 1513, 553]
- notice-org: राजस्थान आवासन मण्डल कोटा वृत कोटा: [1210, 1739, 1398, 1753]
- ad-pm-subtitle: से यंग लीडर्स का संवाद: [683, 112, 875, 138]
- ad-venue-label: स्थान: [690, 205, 720, 224]
- article-lead: कोटा, (निसं)। अखिल भारतीय कांग्रेस कमेटी के आव्हान पर 10 जनवरी को ग्रामीण एवं शहरी कांग्रेस कार्यकर्ताओं ने जिला कांग्रेस कमेटी की ओर से काम के अधिकार को मुद्दा बनाकर केंद्र सरकार के विरुद्ध आंदोलन का शंखनाद किया। मनरेगा बचाओ संग्राम अभियान के तहत 5 फरवरी तक शांतिपूर्ण तरीके से शहर में जिले से लेकर वार्ड स्तर तक एवं ग्रामीण-पंचायतों में अभियान चलाकर मोदी सरकार की मजदूर विरोधी नीतियों का विरोध किया जाएगा। 11 जनवरी रविवार को 12 से 3 बजे तक कैथून रोड स्थित सरकारी स्कूल के पास राष्ट्रपिता महात्मा गांधी की मूर्ति के समक्ष मौन उपवास रखा जाएगा। शहर कांग्रेस कमेटी की अध्यक्ष रवि गौतम ने बताया कि मोदी सरकार ने गरीब मजदूरों की 100 दिन की गारंटी खत्म कर एक-एक कर सभी अधिकार छीनने का प्रयास किया है।: [262, 318, 416, 545]
- ramanand-article: [262, 1319, 898, 1773]
- ad-datetime: दिनांक: 12 जनवरी 2026 | समय: सांय 04:00 बजे: [616, 177, 941, 195]
- cmyk-m: M: [3, 1685, 12, 1696]
- public-notice: [1111, 1730, 1497, 2093]
- section-header-block: [27, 238, 41, 253]
- city-badge: कोटा: [721, 13, 795, 35]
- notice-signature: उप आवासन आयुक्त राजस्थान आवासन मण्डल कोटा वृत कोटा: [1305, 2353, 1488, 2362]
- edition-date: राष्ट्रदूत कोटा, 11 जनवरी, 2026: [1294, 16, 1485, 33]
- registration-dots: [710, 2382, 775, 2392]
- genome-article: [908, 1294, 1100, 1774]
- cmyk-c: C: [1504, 527, 1511, 538]
- ad-venue: [553, 203, 1005, 225]
- brief-body: छबड़ा। समाजसेवी प्रेमनारायण नागर की पुण्यस्मृति में सालपुरा रोड स्थित श्री आदर्श विद्या मंदिर परिसर में आयोजित होने वाले स्वैच्छिक रक्तदान शिविर को लेकर आयोजक समिति के सदस्यों ने नगर के विभिन्न वार्डों में जनसंपर्क कर लोगों को रक्तदान के लिए प्रेरित किया। समिति के मुख्य मार्गदर्शक ने बताया कि रक्तदान महादान है और एक यूनिट रक्त से तीन लोगों की जान बचाई जा सकती है। शिविर में भामाशाहों द्वारा रक्तदाताओं के सम्मान की व्यवस्था भी की गई है। नगर के युवाओं, व्यापारियों, कर्मचारियों और महिलाओं से शिविर में अधिकाधिक संख्या में पहुंचकर रक्तदान करने की अपील की गई है। जनसंपर्क के दौरान समिति सदस्यों ने घर-घर जाकर पीले चावल बांटे तथा रक्तदान के महत्व की जानकारी दी।: [20, 1308, 249, 1446]
- public-notice: [1111, 2096, 1497, 2375]
- samuhik-article: [746, 736, 897, 1315]
- cmyk-y: Y: [3, 556, 10, 567]
- ad-brand-pre: विकसित भारत: [122, 82, 269, 114]
